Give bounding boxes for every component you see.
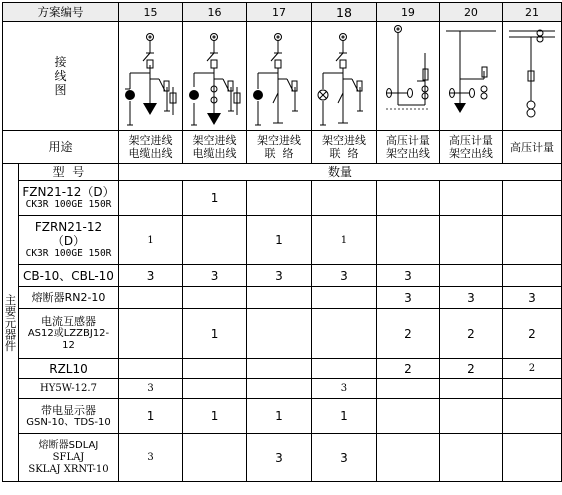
qty-cell: 3: [311, 434, 376, 482]
wiring-diagram-16: [183, 22, 247, 131]
model-line: 电流互感器: [41, 315, 96, 328]
component-model: [18, 287, 118, 309]
model-line: GSN-10、TDS-10: [26, 416, 111, 428]
qty-cell: [311, 359, 376, 379]
model-line: FZRN21-12: [34, 220, 103, 234]
qty-cell: [183, 359, 247, 379]
component-row: [3, 287, 562, 309]
model-line: 熔断器RN2-10: [31, 291, 106, 304]
component-model: [18, 399, 118, 434]
qty-cell: [439, 216, 502, 265]
component-model: [18, 181, 118, 216]
qty-cell: [502, 216, 561, 265]
circuit-diagram-19: [377, 23, 439, 130]
qty-cell: 3: [119, 434, 183, 482]
usage-cell-20: [439, 131, 502, 164]
usage-cell-15: [119, 131, 183, 164]
wiring-diagram-21: [502, 22, 561, 131]
qty-cell: 2: [439, 359, 502, 379]
wiring-diagram-17: [247, 22, 312, 131]
qty-cell: [311, 287, 376, 309]
component-row: [3, 216, 562, 265]
scheme-number-20: 20: [439, 3, 502, 22]
scheme-number-15: 15: [119, 3, 183, 22]
qty-cell: [183, 434, 247, 482]
qty-cell: [502, 265, 561, 287]
qty-cell: 3: [311, 265, 376, 287]
model-line: CK3R 100GE 150R: [25, 199, 112, 210]
qty-cell: 3: [119, 265, 183, 287]
usage-line: 架空进线: [128, 134, 173, 147]
scheme-number-17: 17: [247, 3, 312, 22]
qty-cell: 1: [311, 399, 376, 434]
usage-line: 电缆出线: [192, 147, 237, 160]
circuit-diagram-17: [247, 23, 310, 130]
qty-cell: 2: [502, 359, 561, 379]
qty-cell: [119, 359, 183, 379]
usage-cell-19: [376, 131, 439, 164]
qty-cell: 1: [247, 399, 312, 434]
component-model: [18, 216, 118, 265]
model-line: FZN21-12（D）: [22, 185, 115, 199]
wiring-label-line: 接: [54, 55, 67, 69]
scheme-number-19: 19: [376, 3, 439, 22]
qty-cell: [247, 309, 312, 359]
qty-cell: 3: [119, 379, 183, 399]
usage-label: 用途: [3, 131, 119, 164]
qty-cell: 1: [119, 399, 183, 434]
qty-cell: [119, 287, 183, 309]
usage-line: 联 络: [264, 147, 294, 160]
component-row: [3, 434, 562, 482]
wiring-diagram-label: [3, 22, 119, 131]
qty-cell: 1: [119, 216, 183, 265]
qty-cell: [439, 181, 502, 216]
qty-cell: 1: [183, 309, 247, 359]
qty-cell: [183, 287, 247, 309]
model-line: 熔断器SDLAJ: [38, 439, 99, 451]
qty-cell: [311, 181, 376, 216]
model-line: AS12或LZZBJ12-: [27, 328, 110, 339]
component-model: [18, 434, 118, 482]
qty-cell: 3: [183, 265, 247, 287]
qty-cell: [376, 181, 439, 216]
main-components-side-label: 主要元器件: [3, 164, 19, 482]
component-row: [3, 181, 562, 216]
model-line: （D）: [51, 234, 86, 248]
component-row: [3, 399, 562, 434]
qty-cell: [376, 399, 439, 434]
component-model: [18, 379, 118, 399]
usage-cell-17: [247, 131, 312, 164]
circuit-diagram-21: [503, 23, 561, 130]
qty-cell: [502, 434, 561, 482]
qty-cell: [247, 359, 312, 379]
model-line: CK3R 100GE 150R: [25, 248, 112, 259]
qty-cell: [439, 434, 502, 482]
usage-line: 架空出线: [448, 147, 493, 160]
qty-cell: 3: [247, 434, 312, 482]
usage-line: 高压计量: [385, 134, 430, 147]
usage-line: 架空进线: [192, 134, 237, 147]
usage-row: [3, 131, 562, 164]
wiring-diagram-19: [376, 22, 439, 131]
qty-cell: 1: [247, 216, 312, 265]
model-line: SKLAJ XRNT-10: [28, 463, 109, 475]
qty-cell: [247, 181, 312, 216]
usage-line: 高压计量: [509, 140, 554, 154]
wiring-diagram-row: [3, 22, 562, 131]
model-header: 型 号: [18, 164, 118, 181]
circuit-diagram-16: [183, 23, 245, 130]
usage-line: 高压计量: [448, 134, 493, 147]
component-model: [18, 265, 118, 287]
qty-cell: [119, 309, 183, 359]
qty-cell: 1: [183, 399, 247, 434]
scheme-number-18: 18: [311, 3, 376, 22]
qty-cell: 3: [376, 265, 439, 287]
model-line: SFLAJ: [52, 451, 85, 463]
qty-cell: 2: [376, 309, 439, 359]
qty-cell: 2: [439, 309, 502, 359]
qty-cell: 2: [502, 309, 561, 359]
qty-cell: [376, 379, 439, 399]
component-row: [3, 309, 562, 359]
qty-cell: 2: [376, 359, 439, 379]
qty-cell: [376, 434, 439, 482]
usage-cell-16: [183, 131, 247, 164]
qty-cell: [183, 216, 247, 265]
model-line: 带电显示器: [41, 403, 96, 417]
circuit-diagram-15: [119, 23, 181, 130]
qty-cell: 1: [311, 216, 376, 265]
qty-cell: [247, 379, 312, 399]
usage-line: 电缆出线: [128, 147, 173, 160]
wiring-label-line: 图: [54, 83, 67, 97]
circuit-diagram-18: [312, 23, 375, 130]
qty-cell: 3: [247, 265, 312, 287]
usage-line: 架空出线: [385, 147, 430, 160]
qty-cell: [439, 265, 502, 287]
qty-cell: 3: [311, 379, 376, 399]
model-line: 12: [62, 340, 75, 351]
qty-cell: [247, 287, 312, 309]
component-model: [18, 309, 118, 359]
qty-cell: 3: [376, 287, 439, 309]
component-model: [18, 359, 118, 379]
qty-cell: [439, 399, 502, 434]
qty-cell: [183, 379, 247, 399]
model-line: HY5W-12.7: [40, 382, 97, 394]
model-line: RZL10: [49, 361, 88, 376]
usage-cell-18: [311, 131, 376, 164]
scheme-number-row: [3, 3, 562, 22]
qty-cell: [311, 309, 376, 359]
qty-cell: [439, 379, 502, 399]
qty-cell: [376, 216, 439, 265]
component-row: [3, 265, 562, 287]
component-row: [3, 379, 562, 399]
qty-cell: [502, 399, 561, 434]
qty-cell: 1: [183, 181, 247, 216]
qty-cell: [502, 181, 561, 216]
usage-line: 架空进线: [321, 134, 366, 147]
component-header-row: [3, 164, 562, 181]
wiring-diagram-20: [439, 22, 502, 131]
wiring-diagram-15: [119, 22, 183, 131]
model-line: CB-10、CBL-10: [23, 268, 114, 283]
usage-line: 架空进线: [256, 134, 301, 147]
qty-cell: 3: [439, 287, 502, 309]
qty-cell: 3: [502, 287, 561, 309]
wiring-label-line: 线: [54, 69, 67, 83]
circuit-diagram-20: [440, 23, 502, 130]
scheme-number-21: 21: [502, 3, 561, 22]
wiring-diagram-18: [311, 22, 376, 131]
qty-cell: [119, 181, 183, 216]
usage-cell-21: [502, 131, 561, 164]
qty-cell: [502, 379, 561, 399]
component-row: [3, 359, 562, 379]
usage-line: 联 络: [329, 147, 359, 160]
quantity-header: 数量: [119, 164, 562, 181]
scheme-number-label: 方案编号: [3, 3, 119, 22]
scheme-table: [2, 2, 562, 482]
scheme-number-16: 16: [183, 3, 247, 22]
